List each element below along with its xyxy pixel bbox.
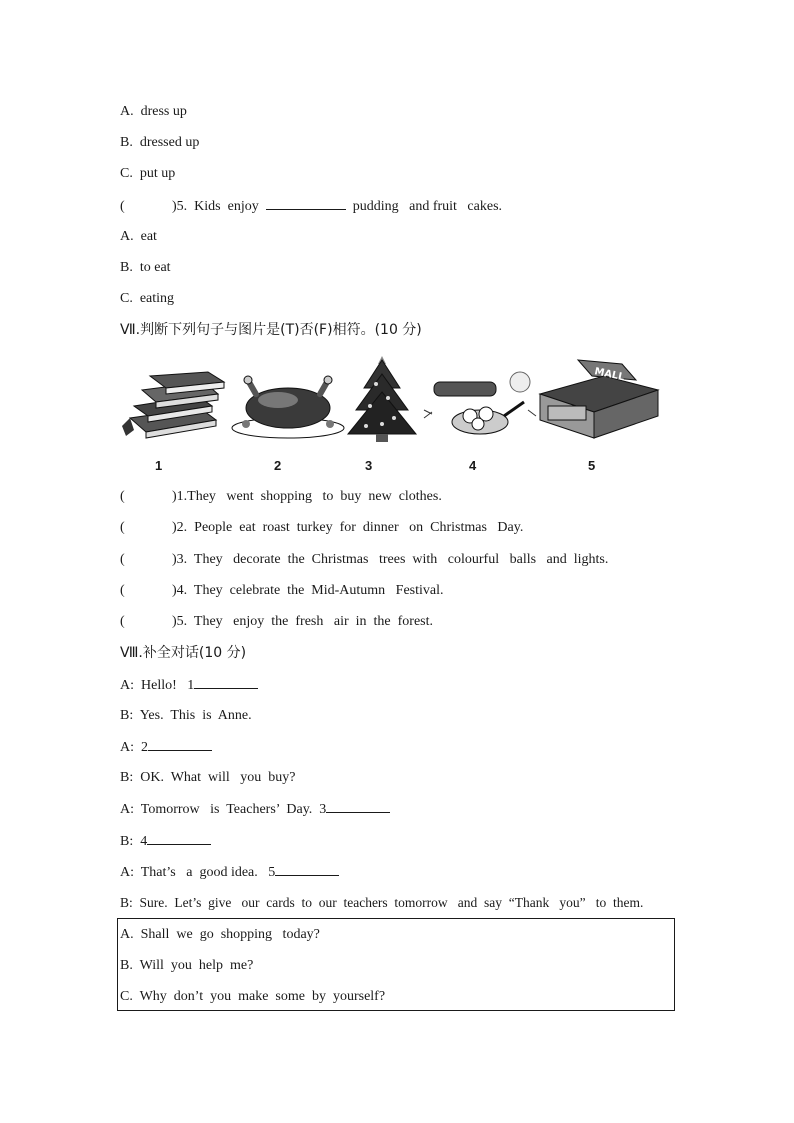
dialogue-line	[120, 738, 212, 757]
fill-blank[interactable]	[326, 800, 390, 813]
dialogue-text: A: Hello! 1	[120, 678, 195, 693]
answer-paren[interactable]: (	[120, 489, 125, 504]
answer-paren[interactable]: (	[120, 199, 125, 214]
answer-paren[interactable]: (	[120, 614, 125, 629]
mid-autumn-picture	[420, 370, 538, 440]
question-5-stem: )5. Kids enjoy	[172, 199, 259, 214]
judge-text: )5. They enjoy the fresh air in the forest.	[172, 614, 434, 629]
fill-blank[interactable]	[266, 197, 346, 210]
section-8-title: Ⅷ.补全对话(10 分)	[120, 645, 247, 661]
picture-number: 3	[365, 458, 373, 473]
dialogue-text: A: That’s a good idea. 5	[120, 865, 276, 880]
dialogue-line	[120, 800, 390, 819]
picture-number: 5	[588, 458, 596, 473]
judge-item-5	[120, 613, 433, 631]
answer-paren[interactable]: (	[120, 552, 125, 567]
answer-paren[interactable]: (	[120, 520, 125, 535]
picture-row	[120, 352, 665, 442]
judge-text: )2. People eat roast turkey for dinner on Christmas Day.	[172, 520, 524, 535]
option-a: A. eat	[120, 229, 157, 244]
dialogue-line	[120, 863, 339, 882]
box-option-a: A. Shall we go shopping today?	[120, 927, 320, 942]
question-5-tail: pudding and fruit cakes.	[352, 199, 503, 214]
judge-item-2	[120, 519, 523, 537]
books-picture	[120, 370, 230, 440]
dialogue-line: B: Yes. This is Anne.	[120, 708, 252, 723]
box-option-c: C. Why don’t you make some by yourself?	[120, 989, 386, 1004]
section-7-title: Ⅶ.判断下列句子与图片是(T)否(F)相符。(10 分)	[120, 322, 422, 338]
picture-number: 4	[469, 458, 477, 473]
judge-item-1	[120, 488, 442, 506]
dialogue-line: B: Sure. Let’s give our cards to our teachers tomorrow and say “Thank you” to them.	[120, 895, 644, 910]
judge-text: )4. They celebrate the Mid-Autumn Festival.	[172, 583, 444, 598]
option-b: B. to eat	[120, 260, 171, 275]
dialogue-text: A: Tomorrow is Teachers’ Day. 3	[120, 802, 327, 817]
mall-sign: MALL	[593, 366, 626, 384]
picture-number: 2	[274, 458, 282, 473]
box-option-b: B. Will you help me?	[120, 958, 254, 973]
fill-blank[interactable]	[194, 676, 258, 689]
judge-text: )3. They decorate the Christmas trees with colourful balls and lights.	[172, 552, 609, 567]
dialogue-text: B: 4	[120, 834, 148, 849]
roast-turkey-picture	[230, 372, 346, 440]
option-c: C. eating	[120, 291, 175, 306]
judge-text: )1.They went shopping to buy new clothes.	[172, 489, 442, 504]
fill-blank[interactable]	[147, 832, 211, 845]
option-c: C. put up	[120, 166, 176, 181]
judge-item-4	[120, 582, 444, 600]
option-a: A. dress up	[120, 104, 187, 119]
question-5	[120, 197, 502, 216]
dialogue-line	[120, 832, 211, 851]
judge-item-3	[120, 551, 608, 569]
mall-picture	[538, 356, 662, 440]
dialogue-line	[120, 676, 258, 695]
fill-blank[interactable]	[275, 863, 339, 876]
fill-blank[interactable]	[148, 738, 212, 751]
picture-number: 1	[155, 458, 163, 473]
dialogue-text: A: 2	[120, 740, 148, 755]
dialogue-line: B: OK. What will you buy?	[120, 770, 296, 785]
option-b: B. dressed up	[120, 135, 200, 150]
answer-paren[interactable]: (	[120, 583, 125, 598]
christmas-tree-picture	[346, 354, 418, 442]
